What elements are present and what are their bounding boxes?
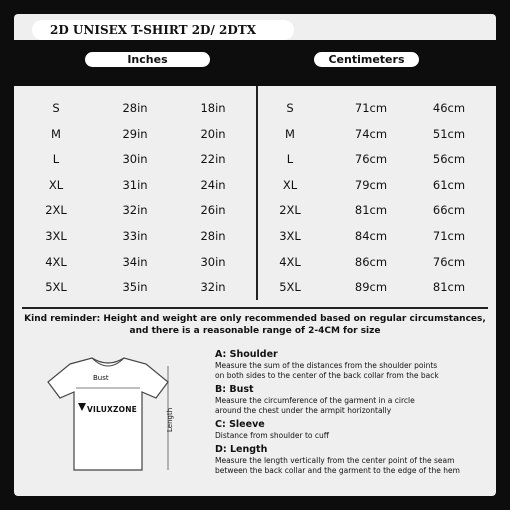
table-row (0, 280, 510, 298)
width-cm-cell: 61cm (432, 177, 466, 192)
definition-text: Measure the sum of the distances from the shoulder points (215, 361, 438, 370)
size-cm-cell: 3XL (279, 229, 301, 243)
definition-title: C: Sleeve (215, 419, 265, 430)
chest-cm-cell: 76cm (354, 152, 388, 167)
width-inches-cell: 30in (200, 254, 226, 269)
width-cm-cell: 81cm (432, 280, 466, 295)
size-cm-cell: XL (282, 177, 298, 192)
definition-item (215, 419, 495, 441)
chart-title: 2D UNISEX T-SHIRT 2D/ 2DTX (32, 20, 294, 40)
width-inches-cell: 28in (200, 229, 226, 243)
size-cell: S (52, 101, 60, 115)
definition-title: A: Shoulder (215, 349, 278, 360)
chest-cm-cell: 86cm (354, 254, 388, 269)
size-cell: M (51, 126, 61, 141)
tshirt-icon (30, 352, 210, 492)
size-cell: 2XL (45, 203, 67, 218)
width-inches-cell: 24in (200, 177, 226, 192)
width-cm-cell: 46cm (432, 101, 466, 115)
size-cm-cell: M (285, 126, 295, 141)
width-inches-cell: 32in (200, 280, 226, 295)
definition-text: around the chest under the armpit horizontally (215, 406, 392, 415)
chest-cm-cell: 74cm (354, 126, 388, 141)
width-cm-cell: 56cm (432, 152, 466, 167)
bust-label: Bust (93, 374, 109, 382)
definition-text: Measure the circumference of the garment in a circle (215, 396, 415, 405)
table-row (0, 255, 510, 273)
chest-cm-cell: 84cm (354, 229, 388, 243)
table-row (0, 127, 510, 145)
centimeters-header: Centimeters (314, 52, 419, 67)
table-row (0, 229, 510, 247)
size-cell: 5XL (45, 280, 67, 295)
definition-text: Measure the length vertically from the center point of the seam (215, 456, 455, 465)
width-inches-cell: 26in (200, 203, 226, 218)
width-cm-cell: 66cm (432, 203, 466, 218)
chest-cm-cell: 71cm (354, 101, 388, 115)
tshirt-diagram (30, 352, 210, 492)
definition-title: D: Length (215, 444, 268, 455)
definition-item (215, 349, 495, 381)
chest-cm-cell: 81cm (354, 203, 388, 218)
chest-inches-cell: 31in (122, 177, 148, 192)
section-divider (22, 307, 488, 309)
chest-inches-cell: 30in (122, 152, 148, 167)
width-inches-cell: 20in (200, 126, 226, 141)
kind-reminder (24, 313, 486, 337)
inches-header: Inches (85, 52, 210, 67)
size-table (14, 86, 496, 308)
table-row (0, 101, 510, 119)
chest-inches-cell: 29in (122, 126, 148, 141)
size-cell: XL (48, 177, 64, 192)
chest-inches-cell: 28in (122, 101, 148, 115)
definition-text: on both sides to the center of the back collar from the back (215, 371, 439, 380)
reminder-line-2: and there is a reasonable range of 2-4CM for size (129, 326, 381, 336)
table-row (0, 178, 510, 196)
width-cm-cell: 76cm (432, 254, 466, 269)
width-cm-cell: 51cm (432, 126, 466, 141)
chest-cm-cell: 89cm (354, 280, 388, 295)
size-cell: L (52, 152, 60, 167)
measurement-definitions (215, 349, 495, 479)
size-cm-cell: 4XL (279, 254, 301, 269)
definition-item (215, 444, 495, 476)
width-inches-cell: 22in (200, 152, 226, 167)
reminder-line-1: Kind reminder: Height and weight are only recommended based on regular circumstances, (24, 314, 486, 324)
size-cm-cell: 2XL (279, 203, 301, 218)
size-cm-cell: 5XL (279, 280, 301, 295)
table-row (0, 203, 510, 221)
size-cell: 4XL (45, 254, 67, 269)
size-cm-cell: L (286, 152, 294, 167)
brand-logo: VILUXZONE (87, 405, 137, 414)
definition-text: between the back collar and the garment to the edge of the hem (215, 466, 460, 475)
definition-title: B: Bust (215, 384, 254, 395)
table-row (0, 152, 510, 170)
length-label: Length (166, 407, 174, 432)
size-cell: 3XL (45, 229, 67, 243)
chest-inches-cell: 33in (122, 229, 148, 243)
chest-cm-cell: 79cm (354, 177, 388, 192)
width-inches-cell: 18in (200, 101, 226, 115)
chest-inches-cell: 35in (122, 280, 148, 295)
size-cm-cell: S (286, 101, 294, 115)
chest-inches-cell: 32in (122, 203, 148, 218)
definition-item (215, 384, 495, 416)
definition-text: Distance from shoulder to cuff (215, 431, 329, 440)
width-cm-cell: 71cm (432, 229, 466, 243)
chest-inches-cell: 34in (122, 254, 148, 269)
